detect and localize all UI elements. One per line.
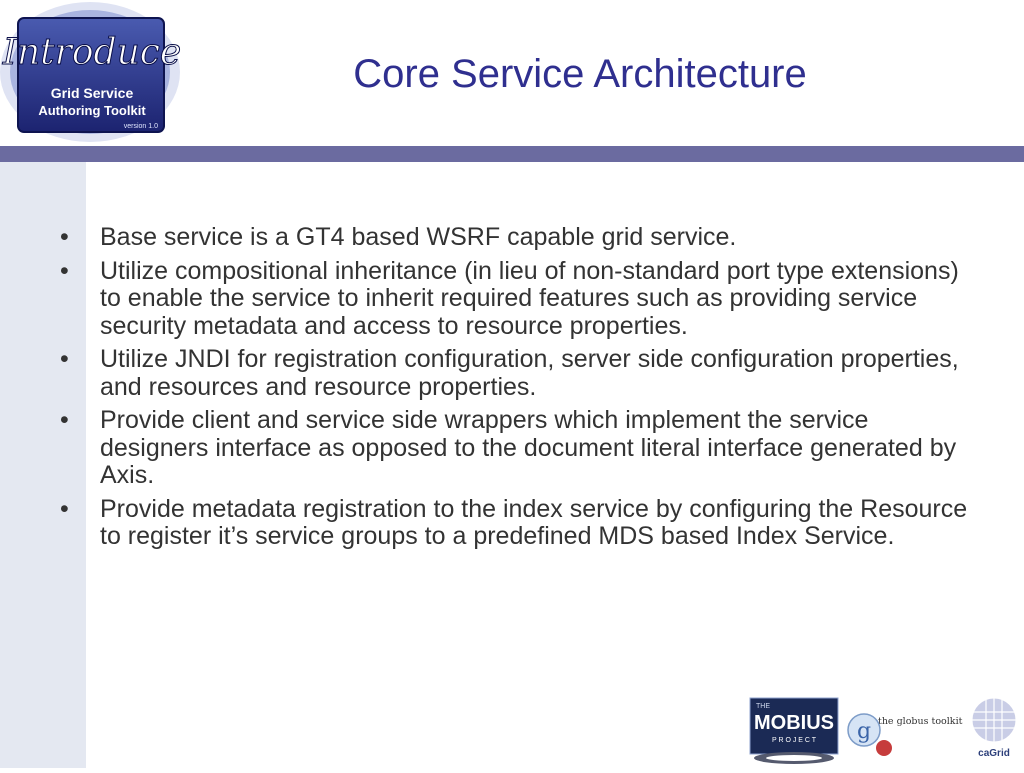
list-item [58,346,978,401]
bullet-text: Utilize JNDI for registration configuration, server side configuration properties, and resources and resource properties. [100,345,959,401]
footer-logos [748,696,1024,768]
bullet-text: Base service is a GT4 based WSRF capable grid service. [100,223,737,251]
globus-text: the globus toolkit [878,716,963,727]
cagrid-text: caGrid [978,748,1010,759]
header-divider-band [0,146,1024,162]
bullet-text: Provide client and service side wrappers which implement the service designers interface as opposed to the document literal interface generated by Axis. [100,406,957,489]
bullet-dot: • [60,223,69,251]
bullet-dot: • [60,494,69,523]
list-item [58,258,978,341]
cagrid-logo [972,698,1016,759]
slide-title: Core Service Architecture [353,52,807,96]
mobius-logo [750,698,838,764]
introduce-logo [0,0,182,146]
bullet-dot: • [60,345,69,373]
bullet-list [58,224,978,557]
mobius-sub-text: P R O J E C T [771,737,817,744]
list-item [58,496,978,551]
introduce-script-text: Introduce [2,32,182,73]
list-item [58,224,978,252]
introduce-line1: Grid Service [50,85,134,101]
bullet-dot: • [60,256,69,285]
mobius-main-text: MOBIUS [754,712,834,734]
introduce-line2: Authoring Toolkit [38,103,146,118]
list-item [58,407,978,490]
bullet-text: Provide metadata registration to the index service by configuring the Resource to register it’s service groups to a predefined MDS based Index Service. [100,494,968,550]
globus-logo [848,714,963,756]
introduce-version: version 1.0 [123,123,158,130]
bullet-dot: • [60,406,69,434]
globus-g-icon: g [856,719,872,744]
bullet-text: Utilize compositional inheritance (in lieu of non-standard port type extensions) to enable the service to inherit required features such as providing service security metadata and access to resource properties. [100,256,959,340]
mobius-small-text: THE [756,703,770,710]
